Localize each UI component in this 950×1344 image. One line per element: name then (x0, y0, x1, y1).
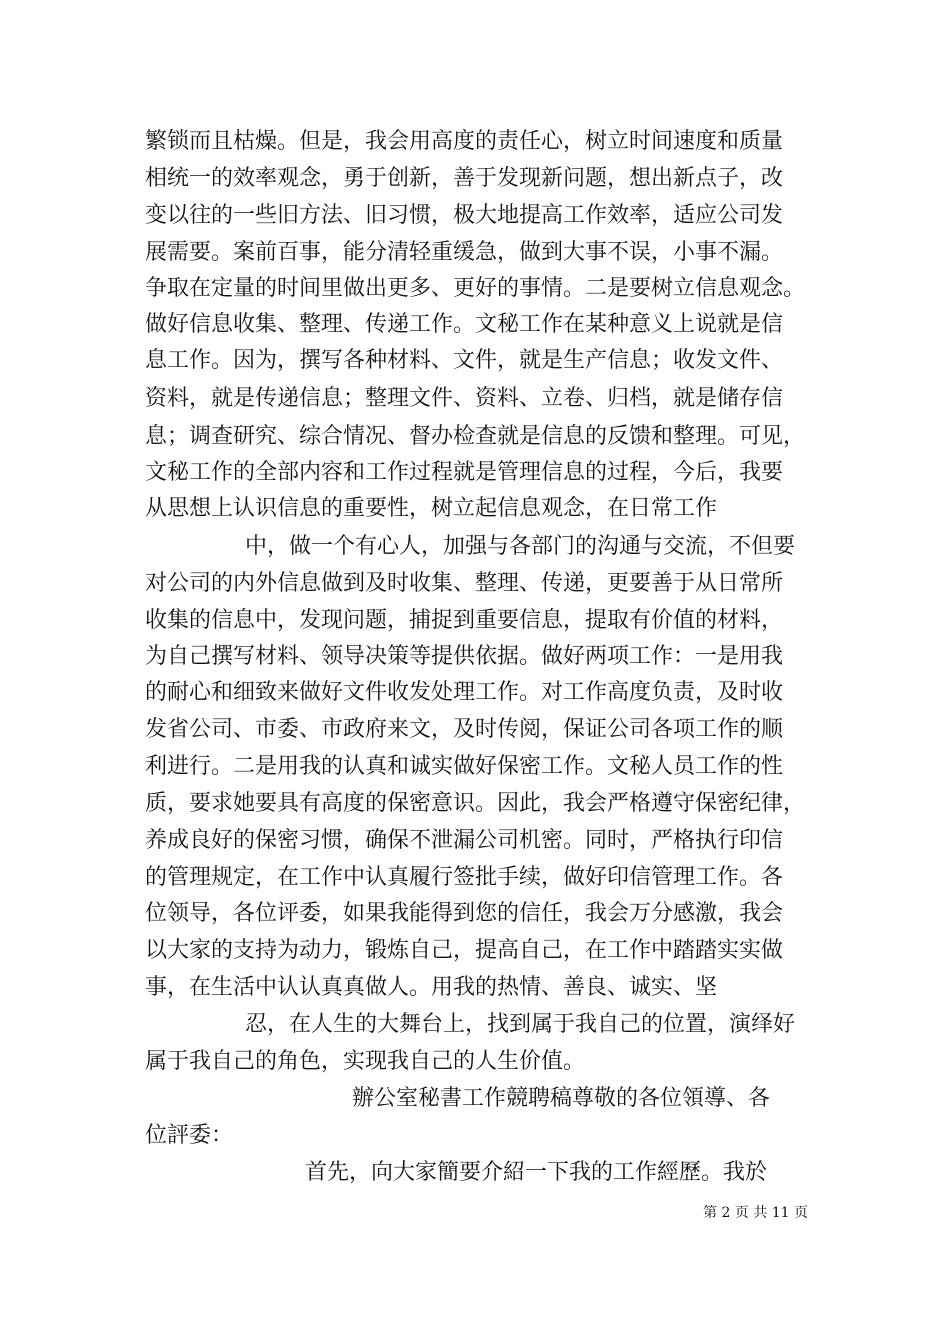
text-line-7: 息工作。因为，撰写各种材料、文件，就是生产信息；收发文件、 (145, 348, 784, 373)
text-line-24: 事，在生活中认认真真做人。用我的热情、善良、诚实、坚 (145, 975, 718, 1000)
text-line-10: 文秘工作的全部内容和工作过程就是管理信息的过程，今后，我要 (145, 460, 784, 485)
text-line-3: 变以往的一些旧方法、旧习惯，极大地提高工作效率，适应公司发 (145, 203, 784, 228)
text-line-5: 争取在定量的时间里做出更多、更好的事情。二是要树立信息观念。 (145, 276, 806, 301)
text-line-15: 为自己撰写材料、领导决策等提供依据。做好两项工作：一是用我 (145, 644, 784, 669)
text-line-8: 资料，就是传递信息；整理文件、资料、立卷、归档，就是储存信 (145, 386, 784, 411)
heading-line: 辦公室秘書工作競聘稿尊敬的各位領導、各 (352, 1086, 771, 1111)
text-line-20: 养成良好的保密习惯，确保不泄漏公司机密。同时，严格执行印信 (145, 828, 784, 853)
text-line-22: 位领导，各位评委，如果我能得到您的信任，我会万分感激，我会 (145, 901, 784, 926)
text-line-11: 从思想上认识信息的重要性，树立起信息观念，在日常工作 (145, 496, 718, 521)
intro-line: 首先，向大家簡要介紹一下我的工作經歷。我於 (305, 1160, 768, 1185)
text-line-18: 利进行。二是用我的认真和诚实做好保密工作。文秘人员工作的性 (145, 754, 784, 779)
salutation-line: 位評委： (145, 1123, 234, 1148)
text-line-19: 质，要求她要具有高度的保密意识。因此，我会严格遵守保密纪律， (145, 791, 806, 816)
text-line-14: 收集的信息中，发现问题，捕捉到重要信息，提取有价值的材料， (145, 608, 784, 633)
text-line-23: 以大家的支持为动力，锻炼自己，提高自己，在工作中踏踏实实做 (145, 938, 784, 963)
text-line-17: 发省公司、市委、市政府来文，及时传阅，保证公司各项工作的顺 (145, 717, 784, 742)
text-line-21: 的管理规定，在工作中认真履行签批手续，做好印信管理工作。各 (145, 865, 784, 890)
text-line-16: 的耐心和细致来做好文件收发处理工作。对工作高度负责，及时收 (145, 680, 784, 705)
text-line-2: 相统一的效率观念，勇于创新，善于发现新问题，想出新点子，改 (145, 166, 784, 191)
text-line-6: 做好信息收集、整理、传递工作。文秘工作在某种意义上说就是信 (145, 312, 784, 337)
text-line-26: 属于我自己的角色，实现我自己的人生价值。 (145, 1049, 586, 1074)
text-line-13: 对公司的内外信息做到及时收集、整理、传递，更要善于从日常所 (145, 571, 784, 596)
text-line-4: 展需要。案前百事，能分清轻重缓急，做到大事不误，小事不漏。 (145, 240, 784, 265)
text-line-25: 忍，在人生的大舞台上，找到属于我自己的位置，演绎好 (245, 1012, 796, 1037)
text-line-1: 繁锁而且枯燥。但是，我会用高度的责任心，树立时间速度和质量 (145, 129, 784, 154)
text-line-9: 息；调查研究、综合情况、督办检查就是信息的反馈和整理。可见， (145, 424, 806, 449)
text-line-12: 中，做一个有心人，加强与各部门的沟通与交流，不但要 (245, 534, 796, 559)
page-number: 第 2 页 共 11 页 (703, 1205, 808, 1221)
